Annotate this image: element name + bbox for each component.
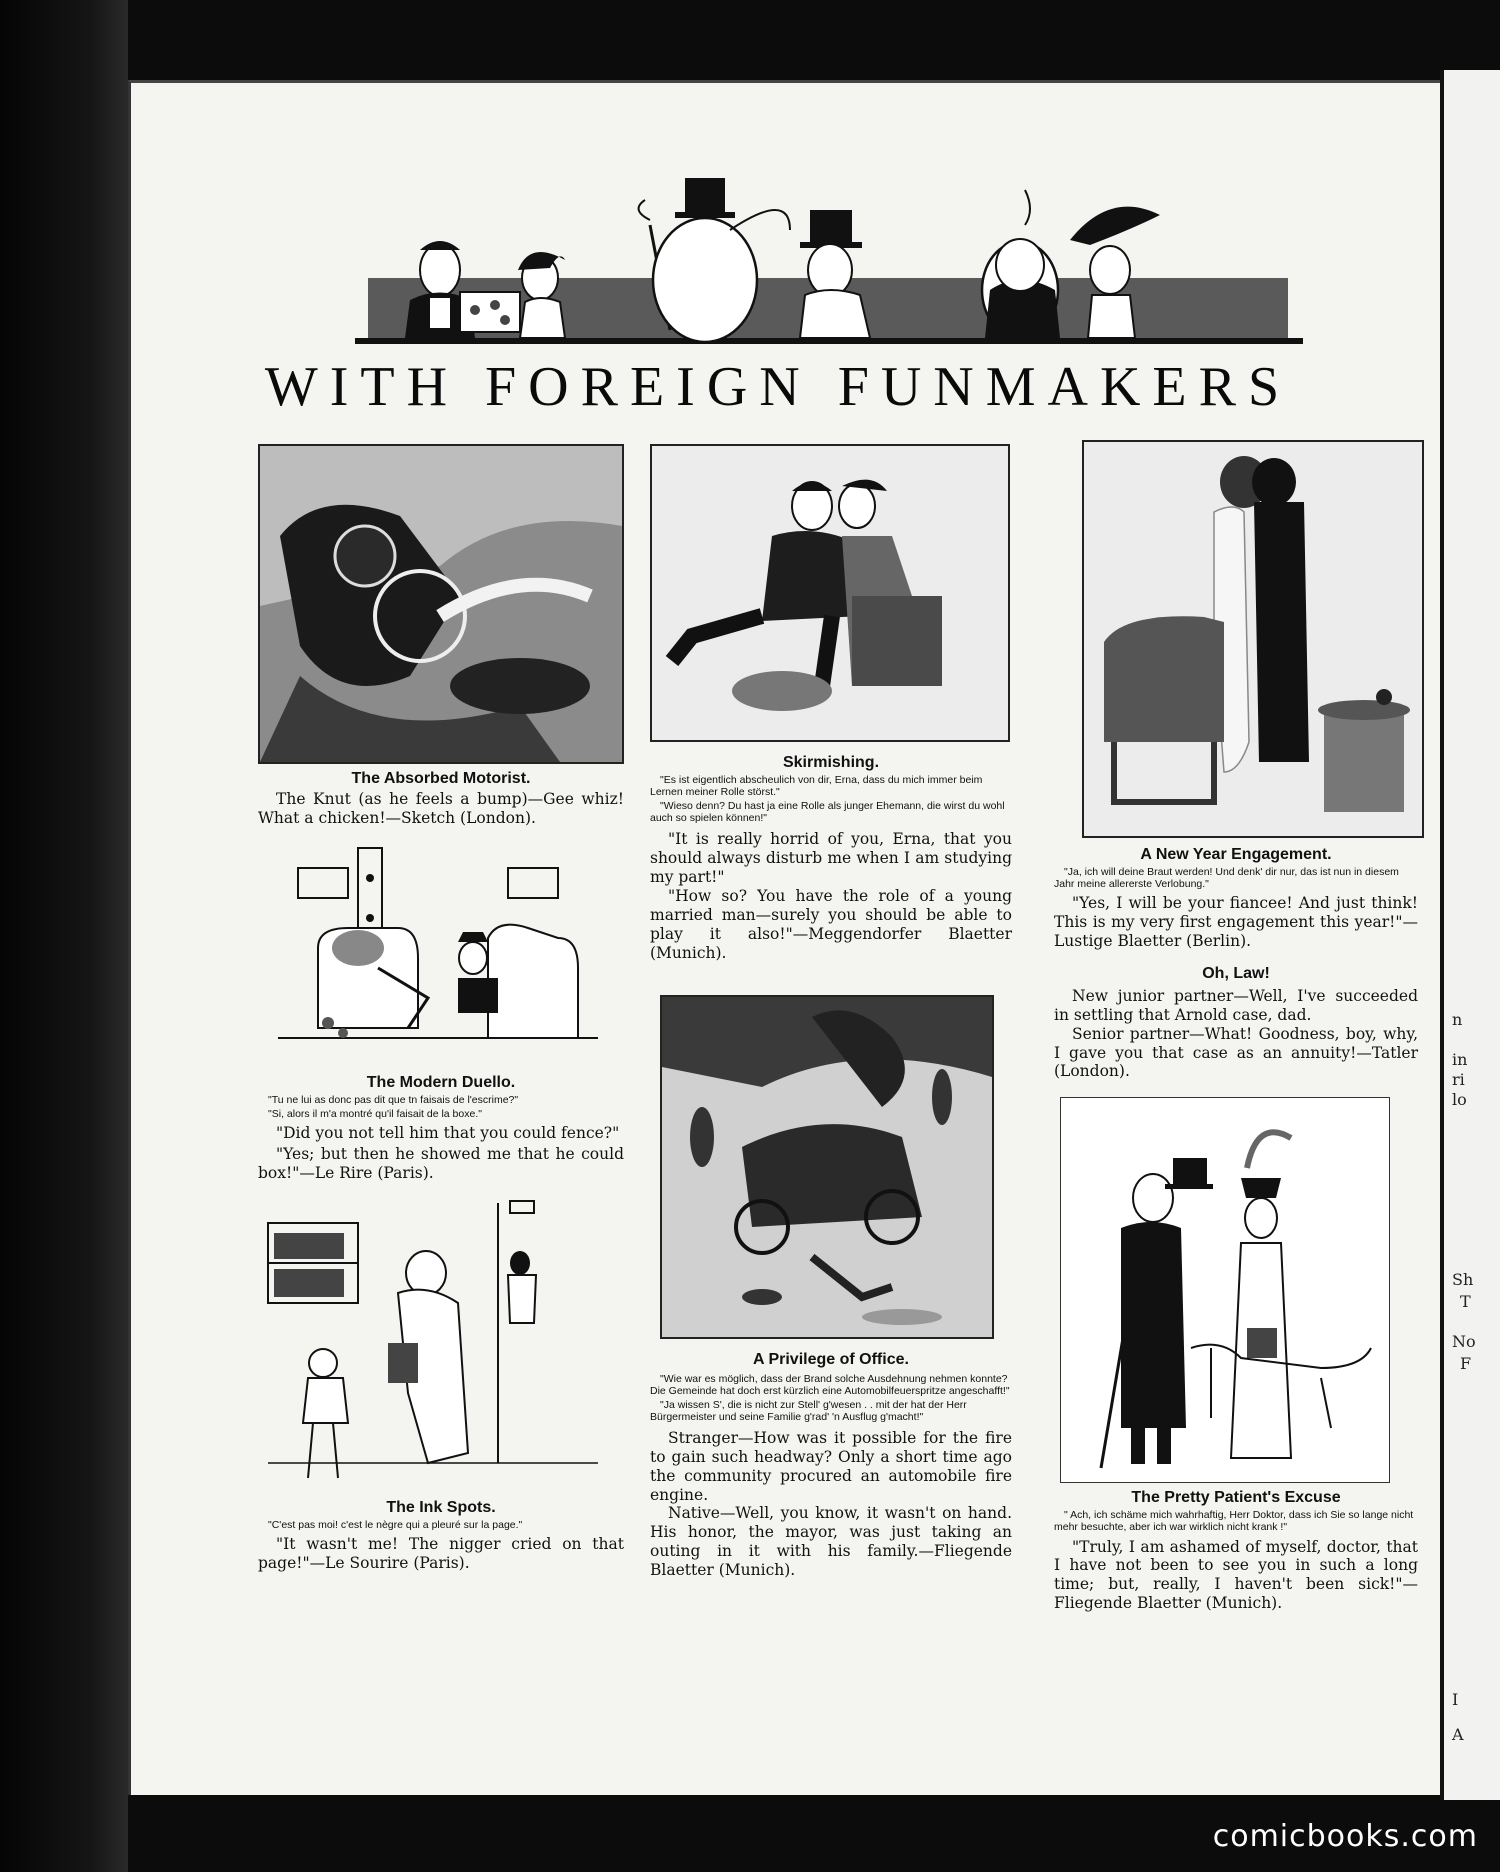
cartoon-text: Senior partner—What! Goodness, boy, why, I gave you that case as an annuity!—Tatler (London). [1054,1024,1418,1081]
column-middle [650,444,1012,1580]
cartoon-pretty-patient [1060,1097,1390,1483]
section-title: Oh, Law! [1202,964,1270,982]
original-text: "Ja, ich will deine Braut werden! Und denk' dir nur, das ist nun in diesem Jahr meine allererste Verlobung." [1054,866,1399,891]
fragment: No [1452,1332,1476,1351]
fragment: F [1460,1354,1472,1373]
cartoon-text: "It is really horrid of you, Erna, that you should always disturb me when I am studying my part!" [650,830,1012,887]
cartoon-title: A New Year Engagement. [1140,846,1332,863]
original-text: "Wieso denn? Du hast ja eine Rolle als junger Ehemann, die wirst du wohl auch so spielen können!" [650,800,1005,825]
watermark: comicbooks.com [1212,1819,1478,1854]
fragment: lo [1452,1090,1467,1109]
page-title: WITH FOREIGN FUNMAKERS [264,356,1292,418]
original-text: "Tu ne lui as donc pas dit que tn faisais de l'escrime?" [268,1093,519,1106]
cartoon-text: "Yes; but then he showed me that he could box!"—Le Rire (Paris). [258,1144,624,1182]
cartoon-title: The Modern Duello. [366,1073,516,1091]
adjacent-page-edge [1440,70,1500,1800]
cartoon-title: The Absorbed Motorist. [351,770,531,787]
original-text: "Wie war es möglich, dass der Brand solche Ausdehnung nehmen konnte? Die Gemeinde hat doch erst kürzlich eine Automobilfeuerspritze angeschafft!" [650,1372,1010,1397]
original-text: "Es ist eigentlich abscheulich von dir, Erna, dass du mich immer beim Lernen meiner Rolle störst." [650,774,983,799]
cartoon-title: Skirmishing. [782,754,880,771]
cartoon-title: The Pretty Patient's Excuse [1131,1489,1341,1507]
cartoon-text: "Truly, I am ashamed of myself, doctor, that I have not been to see you in such a long time; but, really, I haven't been sick!"—Fliegende Blaetter (Munich). [1054,1537,1418,1613]
original-text: " Ach, ich schäme mich wahrhaftig, Herr Doktor, dass ich Sie so lange nicht mehr besuchte, aber ich war wirklich nicht krank !" [1054,1509,1414,1534]
cartoon-text: "Yes, I will be your fiancee! And just think! This is my very first engagement this year!"—Lustige Blaetter (Berlin). [1054,894,1418,950]
cartoon-modern-duello [258,838,620,1068]
cartoon-text: Stranger—How was it possible for the fire to gain such headway? Only a short time ago the community procured an automobile fire engine. [650,1428,1012,1504]
cartoon-privilege-of-office [660,995,994,1339]
fragment: T [1460,1292,1471,1311]
cartoon-text: The Knut (as he feels a bump)—Gee whiz! What a chicken!—Sketch (London). [258,790,624,827]
cartoon-text: "How so? You have the role of a young married man—surely you should be able to play it also!"—Meggendorfer Blaetter (Munich). [650,886,1012,962]
header-illustration [230,170,1326,350]
original-text: "Ja wissen S', die is nicht zur Stell' g'wesen . . mit der hat der Herr Bürgermeister und seine Familie g'rad' 'n Ausflug g'macht!" [650,1398,967,1423]
fragment: n [1452,1010,1463,1029]
cartoon-new-year-engagement [1082,440,1424,838]
scan-left-edge [0,0,128,1872]
cartoon-ink-spots [258,1193,620,1493]
column-right [1054,440,1418,1613]
cartoon-skirmishing [650,444,1010,742]
fragment: in [1452,1050,1468,1069]
fragment: ri [1452,1070,1465,1089]
fragment: Sh [1452,1270,1474,1289]
original-text: "C'est pas moi! c'est le nègre qui a pleuré sur la page." [268,1518,523,1531]
column-left [258,444,624,1573]
cartoon-text: Native—Well, you know, it wasn't on hand. His honor, the mayor, was just taking an outing in it with his family.—Fliegende Blaetter (Munich). [650,1504,1012,1580]
cartoon-absorbed-motorist [258,444,624,764]
fragment: A [1452,1725,1464,1744]
original-text: "Si, alors il m'a montré qu'il faisait de la boxe." [268,1107,482,1120]
cartoon-title: The Ink Spots. [386,1498,496,1516]
cartoon-title: A Privilege of Office. [753,1350,909,1368]
fragment: I [1452,1690,1459,1709]
cartoon-text: "Did you not tell him that you could fence?" [276,1123,620,1142]
cartoon-text: "It wasn't me! The nigger cried on that page!"—Le Sourire (Paris). [258,1534,624,1572]
cartoon-text: New junior partner—Well, I've succeeded in settling that Arnold case, dad. [1054,986,1418,1024]
